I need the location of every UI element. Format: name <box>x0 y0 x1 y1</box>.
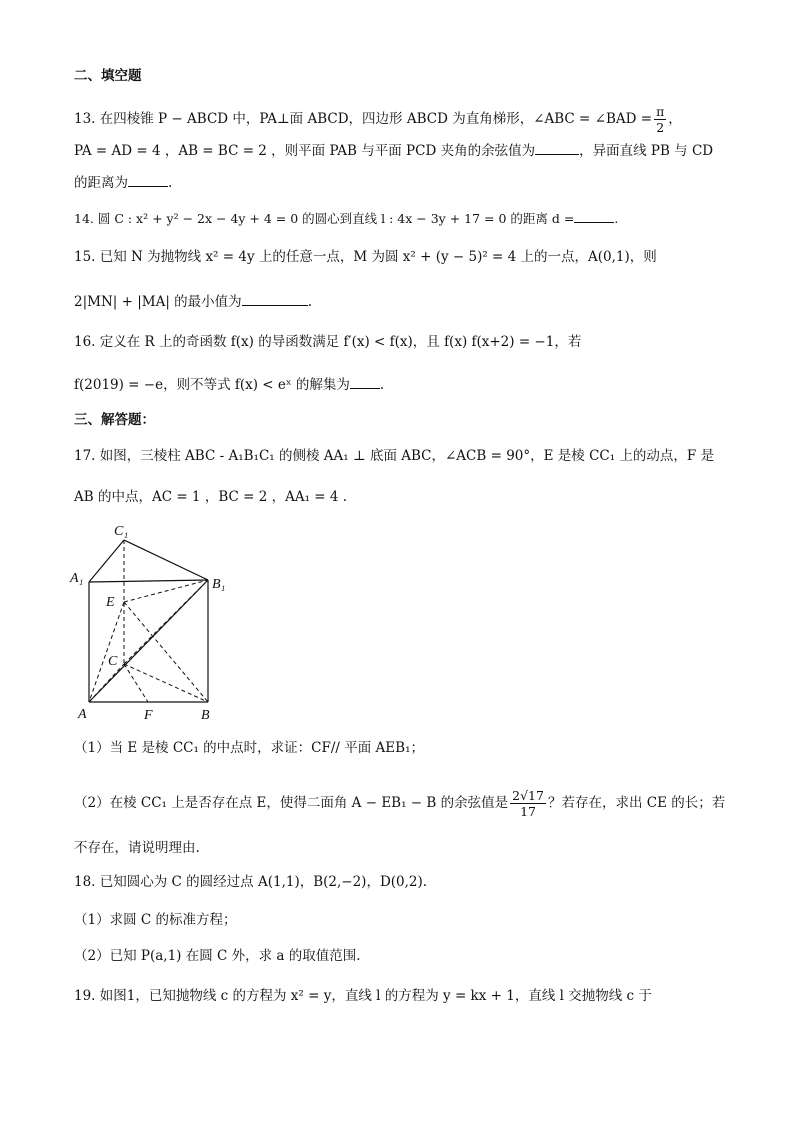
q13-text-1: 13. 在四棱锥 P − ABCD 中，PA⊥面 ABCD，四边形 ABCD 为直角梯形，∠ABC = ∠BAD = <box>74 111 653 127</box>
question-16-line-1: 16. 定义在 R 上的奇函数 f(x) 的导函数满足 f′(x) < f(x)，且 f(x) f(x+2) = −1，若 <box>74 334 582 350</box>
answer-blank[interactable] <box>574 208 614 223</box>
question-19-line-1: 19. 如图1，已知抛物线 c 的方程为 x² = y，直线 l 的方程为 y = kx + 1，直线 l 交抛物线 c 于 <box>74 988 652 1004</box>
q13-text-2: PA = AD = 4 ，AB = BC = 2 ，则平面 PAB 与平面 PCD 夹角的余弦值为 <box>74 143 536 159</box>
label-C: C <box>108 654 118 669</box>
edge-A1-C1 <box>89 540 124 582</box>
q13-text-2-mid: ，异面直线 PB 与 CD <box>579 143 714 159</box>
cosine-fraction <box>510 788 546 819</box>
question-17-part-2-cont: 不存在，请说明理由. <box>74 840 200 856</box>
answer-blank[interactable] <box>350 374 380 389</box>
q13-text-3-end: . <box>168 175 173 191</box>
segment-E-A <box>89 602 124 702</box>
question-18-line-1: 18. 已知圆心为 C 的圆经过点 A(1,1)，B(2,−2)，D(0,2). <box>74 874 428 890</box>
label-B: B <box>201 708 210 723</box>
label-F: F <box>144 708 153 723</box>
question-13-line-2 <box>74 140 713 161</box>
section-heading-solve: 三、解答题： <box>74 412 155 428</box>
q14-text-end: . <box>614 211 619 226</box>
edge-C-B <box>124 664 208 702</box>
segment-E-B1 <box>124 580 208 602</box>
edge-A-C <box>89 664 124 702</box>
answer-blank[interactable] <box>242 291 308 306</box>
label-A: A <box>78 707 87 722</box>
q16-text-2: f(2019) = −e，则不等式 f(x) < eˣ 的解集为 <box>74 377 350 393</box>
fraction-denominator: 2 <box>656 120 665 135</box>
q16-text-2-end: . <box>379 377 385 393</box>
q13-text-3: 的距离为 <box>74 175 128 191</box>
edge-A1-B1 <box>89 580 208 582</box>
question-13-line-1 <box>74 104 682 135</box>
question-18-part-1: （1）求圆 C 的标准方程； <box>74 912 237 928</box>
question-17-part-2 <box>74 788 725 819</box>
label-E: E <box>106 595 115 610</box>
question-14 <box>74 208 618 229</box>
question-16-line-2 <box>74 374 384 395</box>
question-17-line-1: 17. 如图，三棱柱 ABC - A₁B₁C₁ 的侧棱 AA₁ ⊥ 底面 ABC，∠ACB = 90°，E 是棱 CC₁ 上的动点，F 是 <box>74 448 715 464</box>
question-13-line-3 <box>74 172 172 193</box>
question-17-part-1: （1）当 E 是棱 CC₁ 的中点时，求证：CF// 平面 AEB₁； <box>74 740 424 756</box>
q13-text-1-end: ， <box>668 111 682 127</box>
question-17-line-2: AB 的中点，AC = 1 ，BC = 2 ，AA₁ = 4 . <box>74 489 348 505</box>
label-A1: A₁ <box>70 571 84 586</box>
pi-over-2-fraction <box>654 104 666 135</box>
question-15-line-2 <box>74 291 312 312</box>
q17-part-2-text: （2）在棱 CC₁ 上是否存在点 E，使得二面角 A − EB₁ − B 的余弦值是 <box>74 795 509 811</box>
answer-blank[interactable] <box>535 140 579 155</box>
question-15-line-1: 15. 已知 N 为抛物线 x² = 4y 上的任意一点，M 为圆 x² + (y − 5)² = 4 上的一点，A(0,1)，则 <box>74 249 657 265</box>
q15-text-2-end: . <box>307 294 312 310</box>
label-B1: B₁ <box>212 577 226 592</box>
edge-C1-B1 <box>124 540 208 580</box>
answer-blank[interactable] <box>128 172 168 187</box>
label-C1: C₁ <box>114 524 129 539</box>
question-18-part-2: （2）已知 P(a,1) 在圆 C 外，求 a 的取值范围. <box>74 948 361 964</box>
q15-text-2: 2|MN| + |MA| 的最小值为 <box>74 294 242 310</box>
q14-text: 14. 圆 C : x² + y² − 2x − 4y + 4 = 0 的圆心到直线 l : 4x − 3y + 17 = 0 的距离 d = <box>74 211 575 226</box>
segment-C-F <box>124 664 148 702</box>
q17-part-2-text-end: ？若存在，求出 CE 的长；若 <box>547 795 726 811</box>
fraction-numerator: 2√17 <box>512 788 544 803</box>
fraction-numerator: π <box>656 104 665 119</box>
prism-figure <box>62 518 232 724</box>
fraction-denominator: 17 <box>520 804 536 819</box>
section-heading-fill-in: 二、填空题 <box>74 68 142 84</box>
